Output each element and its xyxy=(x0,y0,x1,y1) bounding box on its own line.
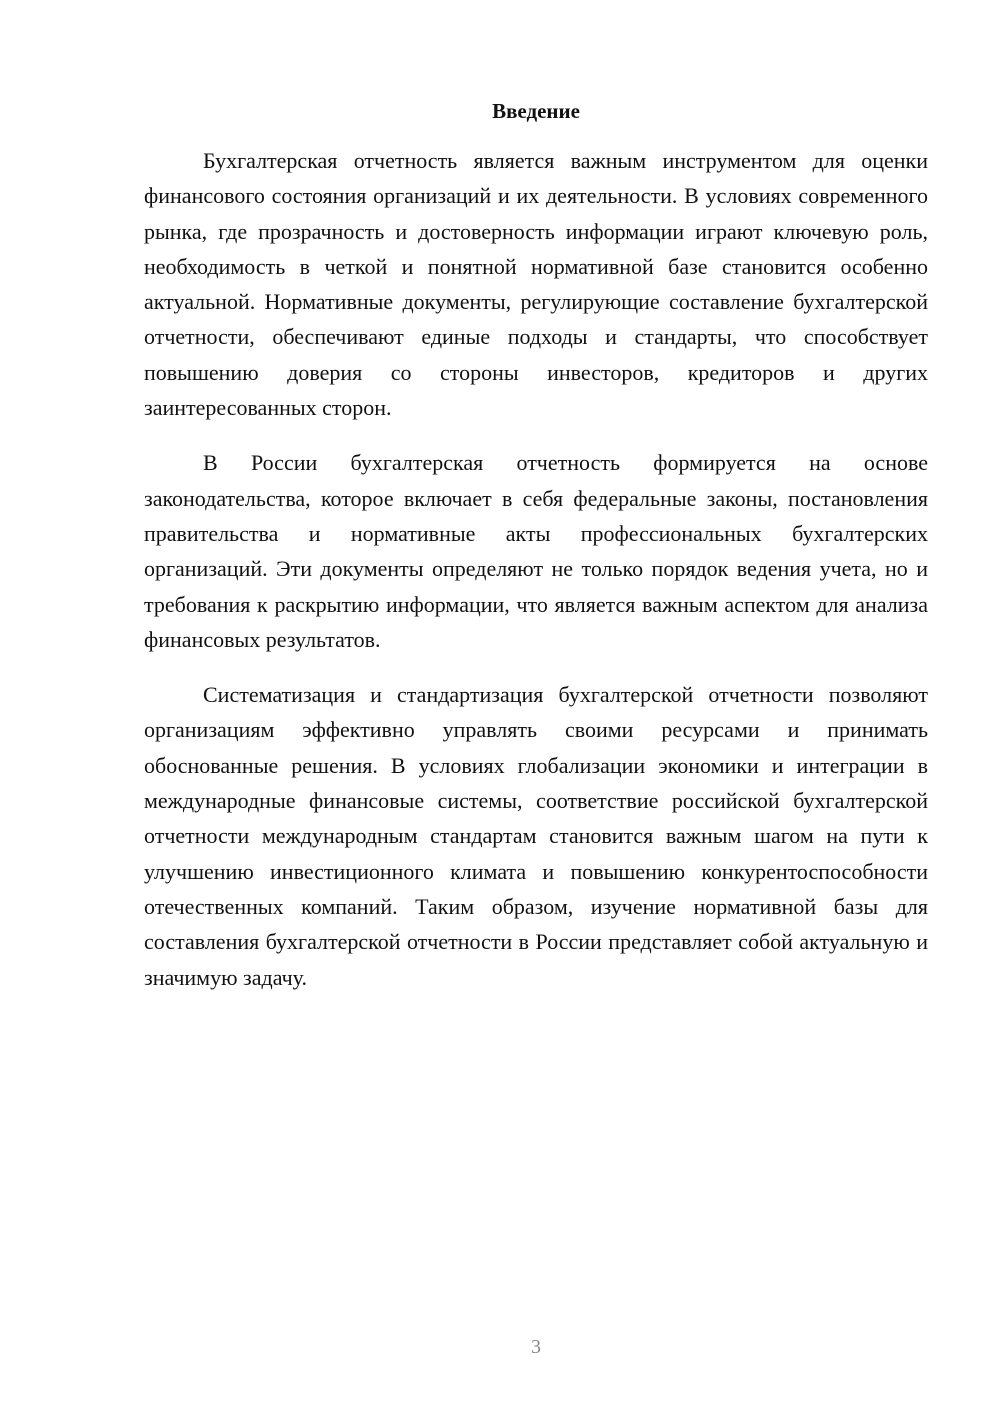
body-text xyxy=(144,143,928,1015)
paragraph-2: В России бухгалтерская отчетность формируется на основе законодательства, которое включает в себя федеральные законы, постановления правительства и нормативные акты профессиональных бухгалтерских организаций. Эти документы определяют не только порядок ведения учета, но и требования к раскрытию информации, что является важным аспектом для анализа финансовых результатов. xyxy=(144,450,928,652)
page-number: 3 xyxy=(531,1336,541,1358)
paragraph-3: Систематизация и стандартизация бухгалтерской отчетности позволяют организациям эффективно управлять своими ресурсами и принимать обоснованные решения. В условиях глобализации экономики и интеграции в международные финансовые системы, соответствие российской бухгалтерской отчетности международным стандартам становится важным шагом на пути к улучшению инвестиционного климата и повышению конкурентоспособности отечественных компаний. Таким образом, изучение нормативной базы для составления бухгалтерской отчетности в России представляет собой актуальную и значимую задачу. xyxy=(144,682,928,990)
paragraph-1: Бухгалтерская отчетность является важным инструментом для оценки финансового состояния организаций и их деятельности. В условиях современного рынка, где прозрачность и достоверность информации играют ключевую роль, необходимость в четкой и понятной нормативной базе становится особенно актуальной. Нормативные документы, регулирующие составление бухгалтерской отчетности, обеспечивают единые подходы и стандарты, что способствует повышению доверия со стороны инвесторов, кредиторов и других заинтересованных сторон. xyxy=(144,148,928,421)
page-title: Введение xyxy=(492,99,580,123)
